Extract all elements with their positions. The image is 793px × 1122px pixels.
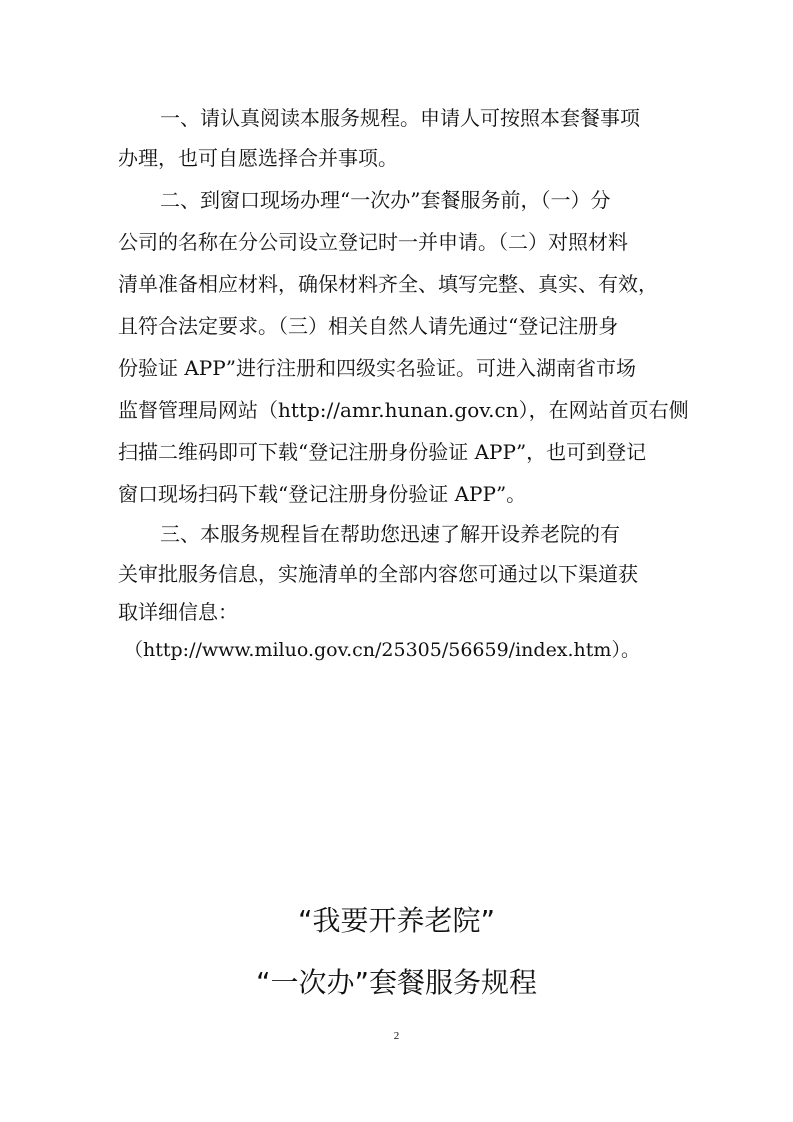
- title-line-1: “我要开养老院”: [297, 904, 495, 937]
- paragraph-2-line-8: 窗口现场扫码下载“登记注册身份验证 APP”。: [118, 482, 527, 506]
- paragraph-2-line-5: 份验证 APP”进行注册和四级实名验证。可进入湖南省市场: [118, 356, 636, 380]
- title-line-2: “一次办”套餐服务规程: [255, 966, 537, 999]
- paragraph-2-line-4: 且符合法定要求。（三）相关自然人请先通过“登记注册身: [118, 314, 619, 338]
- paragraph-3-line-2: 关审批服务信息，实施清单的全部内容您可通过以下渠道获: [118, 562, 638, 586]
- paragraph-2-line-1: 二、到窗口现场办理“一次办”套餐服务前，（一）分: [160, 188, 611, 212]
- paragraph-3-line-1: 三、本服务规程旨在帮助您迅速了解开设养老院的有: [160, 522, 620, 546]
- paragraph-3-line-3: 取详细信息：: [118, 600, 238, 624]
- paragraph-3-url-line: （http://www.miluo.gov.cn/25305/56659/index.htm）。: [124, 639, 640, 661]
- page-number: 2: [393, 1030, 400, 1042]
- paragraph-2-line-3: 清单准备相应材料，确保材料齐全、填写完整、真实、有效，: [118, 272, 658, 296]
- paragraph-2-line-7: 扫描二维码即可下载“登记注册身份验证 APP”，也可到登记: [118, 440, 647, 464]
- paragraph-2-line-2: 公司的名称在分公司设立登记时一并申请。（二）对照材料: [118, 230, 628, 254]
- paragraph-1-line-1: 一、请认真阅读本服务规程。申请人可按照本套餐事项: [160, 106, 640, 130]
- paragraph-2-line-6: 监督管理局网站（http://amr.hunan.gov.cn），在网站首页右侧: [118, 398, 689, 422]
- paragraph-1-line-2: 办理，也可自愿选择合并事项。: [118, 146, 398, 170]
